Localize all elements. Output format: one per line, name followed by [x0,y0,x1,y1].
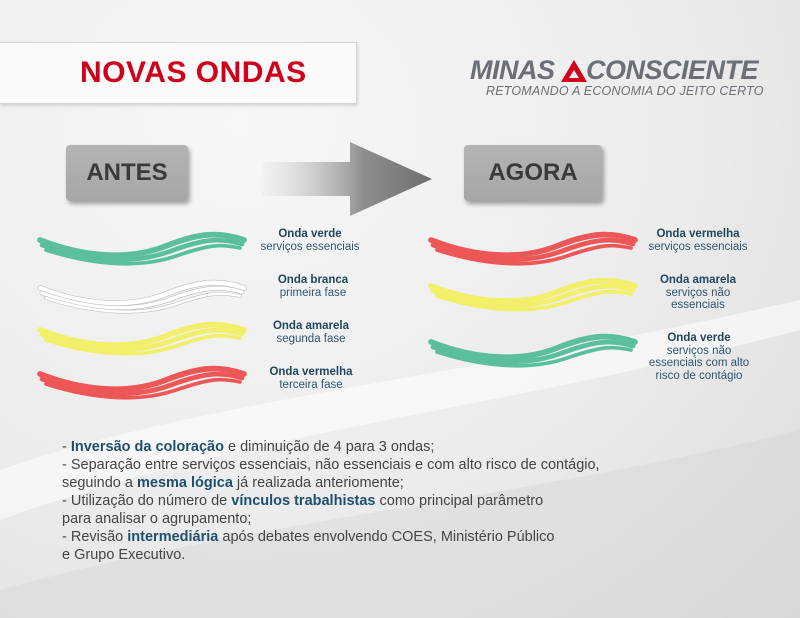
logo-text-consciente: CONSCIENTE [586,55,759,85]
wave-desc: terceira fase [279,378,343,391]
wave-desc: primeira fase [279,286,347,299]
note-line: - Utilização do número de vínculos trabalhistas como principal parâmetro [62,493,544,509]
wave-name: Onda vermelha [269,366,353,378]
wave-label-antes-1 [252,274,374,299]
wave-label-agora-2 [634,332,764,382]
wave-agora-1 [427,272,639,316]
wave-antes-1 [36,274,248,318]
note-line: para analisar o agrupamento; [62,511,252,527]
wave-desc: segunda fase [276,332,346,345]
wave-label-agora-1 [636,274,760,312]
wave-agora-0 [427,226,639,270]
wave-name: Onda amarela [272,320,350,332]
logo-tagline: RETOMANDO A ECONOMIA DO JEITO CERTO [486,84,764,98]
wave-antes-0 [36,226,248,270]
wave-desc: serviços não [666,344,732,357]
note-line: - Separação entre serviços essenciais, não essenciais e com alto risco de contágio, [62,457,600,473]
wave-label-antes-0 [248,228,372,253]
wave-name: Onda amarela [659,274,737,286]
logo-triangle-icon [561,60,587,82]
note-line: seguindo a mesma lógica já realizada anteriomente; [62,475,404,491]
right-arrow-icon [262,142,434,216]
label-antes: ANTES [66,145,188,201]
note-line: e Grupo Executivo. [62,547,186,563]
wave-desc: risco de contágio [655,369,743,382]
wave-antes-2 [36,316,248,360]
wave-name: Onda verde [667,332,731,344]
wave-desc: serviços essenciais [260,240,360,253]
notes-list [62,438,682,564]
wave-desc: essenciais [671,299,725,311]
wave-label-agora-0 [636,228,760,253]
wave-name: Onda branca [277,274,349,286]
logo-text-minas: MINAS [470,55,555,85]
label-agora: AGORA [464,145,602,201]
wave-name: Onda vermelha [656,228,740,240]
wave-desc: serviços essenciais [648,240,748,253]
wave-agora-2 [427,328,639,372]
wave-name: Onda verde [278,228,342,240]
wave-antes-3 [36,360,248,404]
wave-label-antes-2 [250,320,372,345]
page-title: NOVAS ONDAS [80,56,307,89]
note-line: - Revisão intermediária após debates envolvendo COES, Ministério Público [62,529,555,545]
wave-label-antes-3 [250,366,372,391]
wave-desc: essenciais com alto [648,357,750,369]
wave-desc: serviços não [665,286,731,299]
note-line: - Inversão da coloração e diminuição de 4 para 3 ondas; [62,439,435,455]
minas-consciente-logo [466,55,766,101]
